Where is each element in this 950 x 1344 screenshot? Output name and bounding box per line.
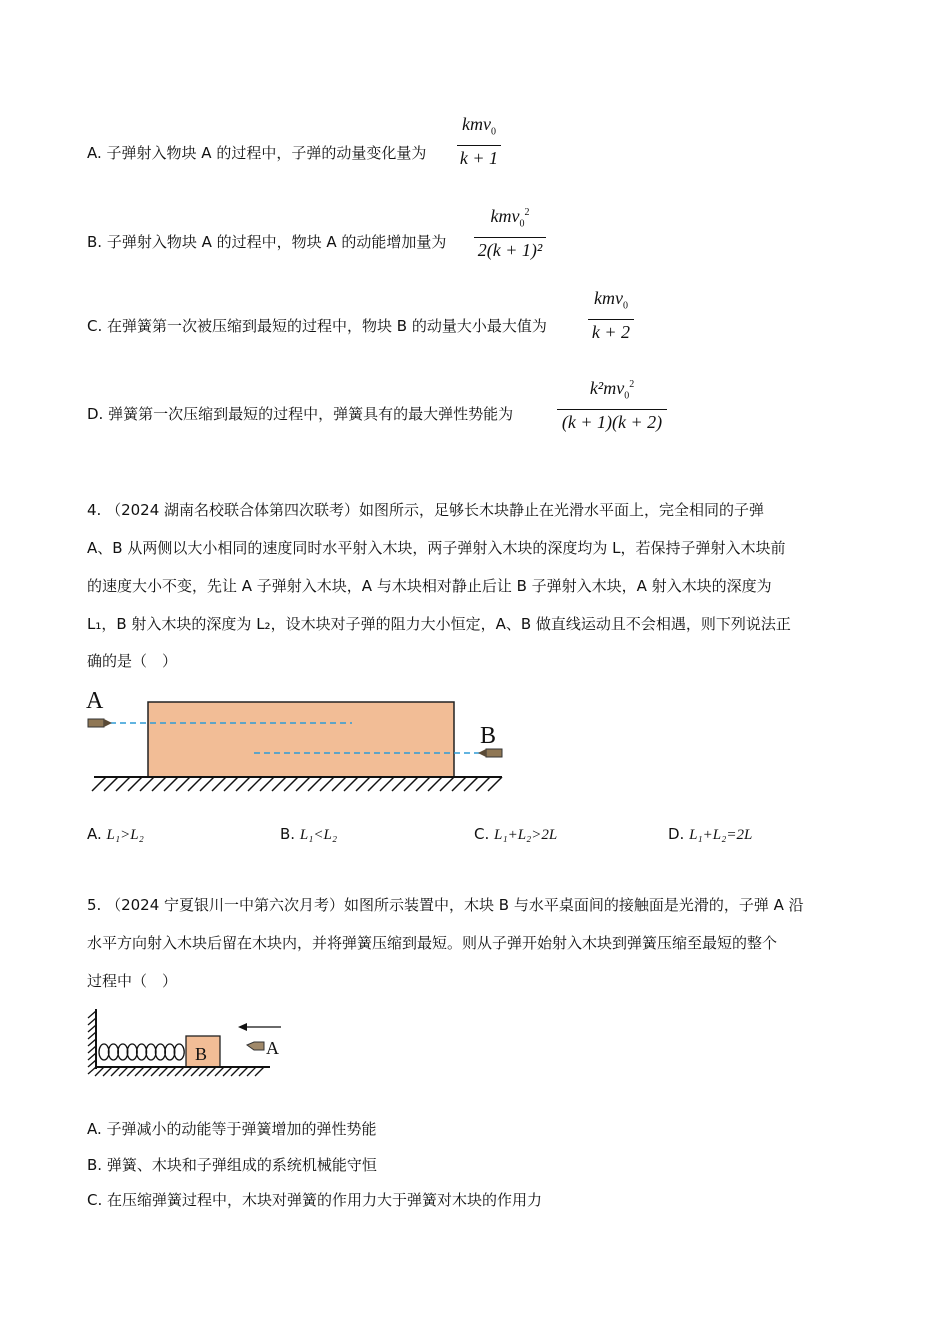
q4-option-a-prefix: A. bbox=[87, 825, 107, 843]
hatch-mark bbox=[380, 777, 394, 791]
q3-option-b-text: B. 子弹射入物块 A 的过程中，物块 A 的动能增加量为 bbox=[87, 233, 447, 251]
q3-option-c-formula bbox=[588, 288, 634, 342]
hatch-mark bbox=[103, 1067, 112, 1076]
q5-label-a: A bbox=[266, 1038, 279, 1058]
hatch-mark bbox=[464, 777, 478, 791]
hatch-mark bbox=[255, 1067, 264, 1076]
q4-option-d bbox=[668, 824, 752, 845]
hatch-mark bbox=[88, 1011, 96, 1018]
hatch-mark bbox=[200, 777, 214, 791]
spring-coil bbox=[99, 1044, 109, 1060]
hatch-mark bbox=[140, 777, 154, 791]
hatch-mark bbox=[416, 777, 430, 791]
hatch-mark bbox=[224, 777, 238, 791]
spring-coil bbox=[155, 1044, 165, 1060]
formula-denominator: 2(k + 1)² bbox=[477, 239, 543, 260]
hatch-mark bbox=[272, 777, 286, 791]
hatch-mark bbox=[104, 777, 118, 791]
hatch-mark bbox=[404, 777, 418, 791]
hatch-mark bbox=[320, 777, 334, 791]
hatch-mark bbox=[344, 777, 358, 791]
hatch-mark bbox=[236, 777, 250, 791]
hatch-mark bbox=[111, 1067, 120, 1076]
hatch-mark bbox=[152, 777, 166, 791]
hatch-mark bbox=[191, 1067, 200, 1076]
q5-label-b: B bbox=[195, 1044, 208, 1064]
q3-option-a-text: A. 子弹射入物块 A 的过程中，子弹的动量变化量为 bbox=[87, 144, 427, 162]
q3-option-d bbox=[87, 404, 513, 424]
hatch-mark bbox=[368, 777, 382, 791]
q5-line-1: 5. （2024 宁夏银川一中第六次月考）如图所示装置中，木块 B 与水平桌面间的接触面是光滑的，子弹 A 沿 bbox=[87, 896, 804, 914]
q3-option-d-formula bbox=[557, 375, 667, 432]
hatch-mark bbox=[167, 1067, 176, 1076]
formula-numerator: kmv$_0^2$ bbox=[490, 206, 530, 230]
q4-figure bbox=[84, 682, 514, 797]
hatch-mark bbox=[88, 1060, 96, 1067]
hatch-mark bbox=[260, 777, 274, 791]
q5-option-a: A. 子弹减小的动能等于弹簧增加的弹性势能 bbox=[87, 1120, 377, 1138]
q5-line-2: 水平方向射入木块后留在木块内，并将弹簧压缩到最短。则从子弹开始射入木块到弹簧压缩至最短的整个 bbox=[87, 934, 778, 952]
hatch-mark bbox=[151, 1067, 160, 1076]
q4-option-b-expr: L₁<L₂ bbox=[299, 827, 338, 843]
hatch-mark bbox=[188, 777, 202, 791]
hatch-mark bbox=[212, 777, 226, 791]
hatch-mark bbox=[88, 1039, 96, 1046]
q5-line-3: 过程中（ ） bbox=[87, 972, 178, 990]
arrow-left-icon bbox=[238, 1023, 281, 1031]
hatch-mark bbox=[88, 1053, 96, 1060]
q4-option-c-expr: L₁+L₂>2L bbox=[494, 827, 558, 843]
spring-coil bbox=[118, 1044, 128, 1060]
hatch-mark bbox=[176, 777, 190, 791]
q4-option-c-prefix: C. bbox=[474, 825, 495, 843]
hatch-mark bbox=[88, 1032, 96, 1039]
hatch-mark bbox=[183, 1067, 192, 1076]
hatch-mark bbox=[164, 777, 178, 791]
hatch-mark bbox=[332, 777, 346, 791]
q4-line-2: A、B 从两侧以大小相同的速度同时水平射入木块，两子弹射入木块的深度均为 L，若保持子弹射入木块前 bbox=[87, 539, 786, 557]
hatch-mark bbox=[308, 777, 322, 791]
fraction-bar bbox=[474, 237, 546, 238]
hatch-mark bbox=[488, 777, 502, 791]
hatch-mark bbox=[231, 1067, 240, 1076]
hatch-mark bbox=[92, 777, 106, 791]
q4-option-a bbox=[87, 824, 144, 845]
q3-option-a-formula bbox=[457, 114, 501, 168]
q3-option-c-text: C. 在弹簧第一次被压缩到最短的过程中，物块 B 的动量大小最大值为 bbox=[87, 317, 547, 335]
spring bbox=[99, 1044, 184, 1060]
q5-option-c: C. 在压缩弹簧过程中，木块对弹簧的作用力大于弹簧对木块的作用力 bbox=[87, 1191, 543, 1209]
hatch-mark bbox=[476, 777, 490, 791]
spring-coil bbox=[137, 1044, 147, 1060]
hatch-mark bbox=[284, 777, 298, 791]
q4-option-b bbox=[280, 824, 337, 845]
q4-line-5: 确的是（ ） bbox=[87, 652, 178, 670]
ground-hatch bbox=[95, 1067, 264, 1076]
q4-line-4: L₁，B 射入木块的深度为 L₂，设木块对子弹的阻力大小恒定，A、B 做直线运动且不会相遇，则下列说法正 bbox=[87, 615, 791, 633]
hatch-mark bbox=[88, 1018, 96, 1025]
hatch-mark bbox=[356, 777, 370, 791]
hatch-mark bbox=[199, 1067, 208, 1076]
spring-coil bbox=[174, 1044, 184, 1060]
q4-line-1: 4. （2024 湖南名校联合体第四次联考）如图所示，足够长木块静止在光滑水平面上，完全相同的子弹 bbox=[87, 501, 765, 519]
hatch-mark bbox=[88, 1046, 96, 1053]
q4-line-3: 的速度大小不变，先让 A 子弹射入木块，A 与木块相对静止后让 B 子弹射入木块，A 射入木块的深度为 bbox=[87, 577, 772, 595]
q4-label-b: B bbox=[480, 723, 497, 749]
hatch-mark bbox=[440, 777, 454, 791]
hatch-mark bbox=[135, 1067, 144, 1076]
spring-coil bbox=[127, 1044, 137, 1060]
q4-option-b-prefix: B. bbox=[280, 825, 300, 843]
hatch-mark bbox=[175, 1067, 184, 1076]
hatch-mark bbox=[239, 1067, 248, 1076]
hatch-mark bbox=[392, 777, 406, 791]
hatch-mark bbox=[119, 1067, 128, 1076]
hatch-mark bbox=[428, 777, 442, 791]
fraction-bar bbox=[588, 319, 634, 320]
q4-label-a: A bbox=[86, 688, 104, 714]
q4-option-a-expr: L₁>L₂ bbox=[106, 827, 144, 843]
hatch-mark bbox=[223, 1067, 232, 1076]
bullet-a bbox=[247, 1042, 264, 1050]
hatch-mark bbox=[452, 777, 466, 791]
spring-coil bbox=[108, 1044, 118, 1060]
formula-numerator: kmv$_0$ bbox=[594, 288, 628, 312]
hatch-mark bbox=[248, 777, 262, 791]
q3-option-d-text: D. 弹簧第一次压缩到最短的过程中，弹簧具有的最大弹性势能为 bbox=[87, 405, 514, 423]
spring-coil bbox=[165, 1044, 175, 1060]
formula-denominator: (k + 1)(k + 2) bbox=[561, 411, 663, 432]
hatch-mark bbox=[247, 1067, 256, 1076]
wall-hatch bbox=[88, 1011, 96, 1074]
formula-numerator: kmv$_0$ bbox=[462, 114, 496, 138]
wood-block bbox=[148, 702, 454, 777]
formula-denominator: k + 2 bbox=[591, 321, 631, 342]
hatch-mark bbox=[116, 777, 130, 791]
q4-option-c bbox=[474, 824, 557, 845]
hatch-mark bbox=[88, 1025, 96, 1032]
spring-coil bbox=[146, 1044, 156, 1060]
hatch-mark bbox=[215, 1067, 224, 1076]
fraction-bar bbox=[557, 409, 667, 410]
hatch-mark bbox=[159, 1067, 168, 1076]
q5-option-b: B. 弹簧、木块和子弹组成的系统机械能守恒 bbox=[87, 1156, 377, 1174]
q3-option-a bbox=[87, 143, 426, 163]
bullet-a bbox=[88, 719, 112, 727]
q5-figure bbox=[84, 1005, 284, 1080]
fraction-bar bbox=[457, 145, 501, 146]
formula-numerator: $k^2mv_0^2$ bbox=[589, 378, 635, 402]
hatch-mark bbox=[128, 777, 142, 791]
q4-option-d-expr: L₁+L₂=2L bbox=[689, 827, 753, 843]
hatch-mark bbox=[88, 1067, 96, 1074]
hatch-mark bbox=[207, 1067, 216, 1076]
ground-hatch bbox=[92, 777, 502, 791]
q3-option-b-formula bbox=[474, 203, 546, 260]
hatch-mark bbox=[143, 1067, 152, 1076]
bullet-b bbox=[478, 749, 502, 757]
hatch-mark bbox=[127, 1067, 136, 1076]
hatch-mark bbox=[296, 777, 310, 791]
q3-option-c bbox=[87, 316, 547, 336]
formula-denominator: k + 1 bbox=[459, 147, 499, 168]
q3-option-b bbox=[87, 232, 446, 252]
q4-option-d-prefix: D. bbox=[668, 825, 690, 843]
